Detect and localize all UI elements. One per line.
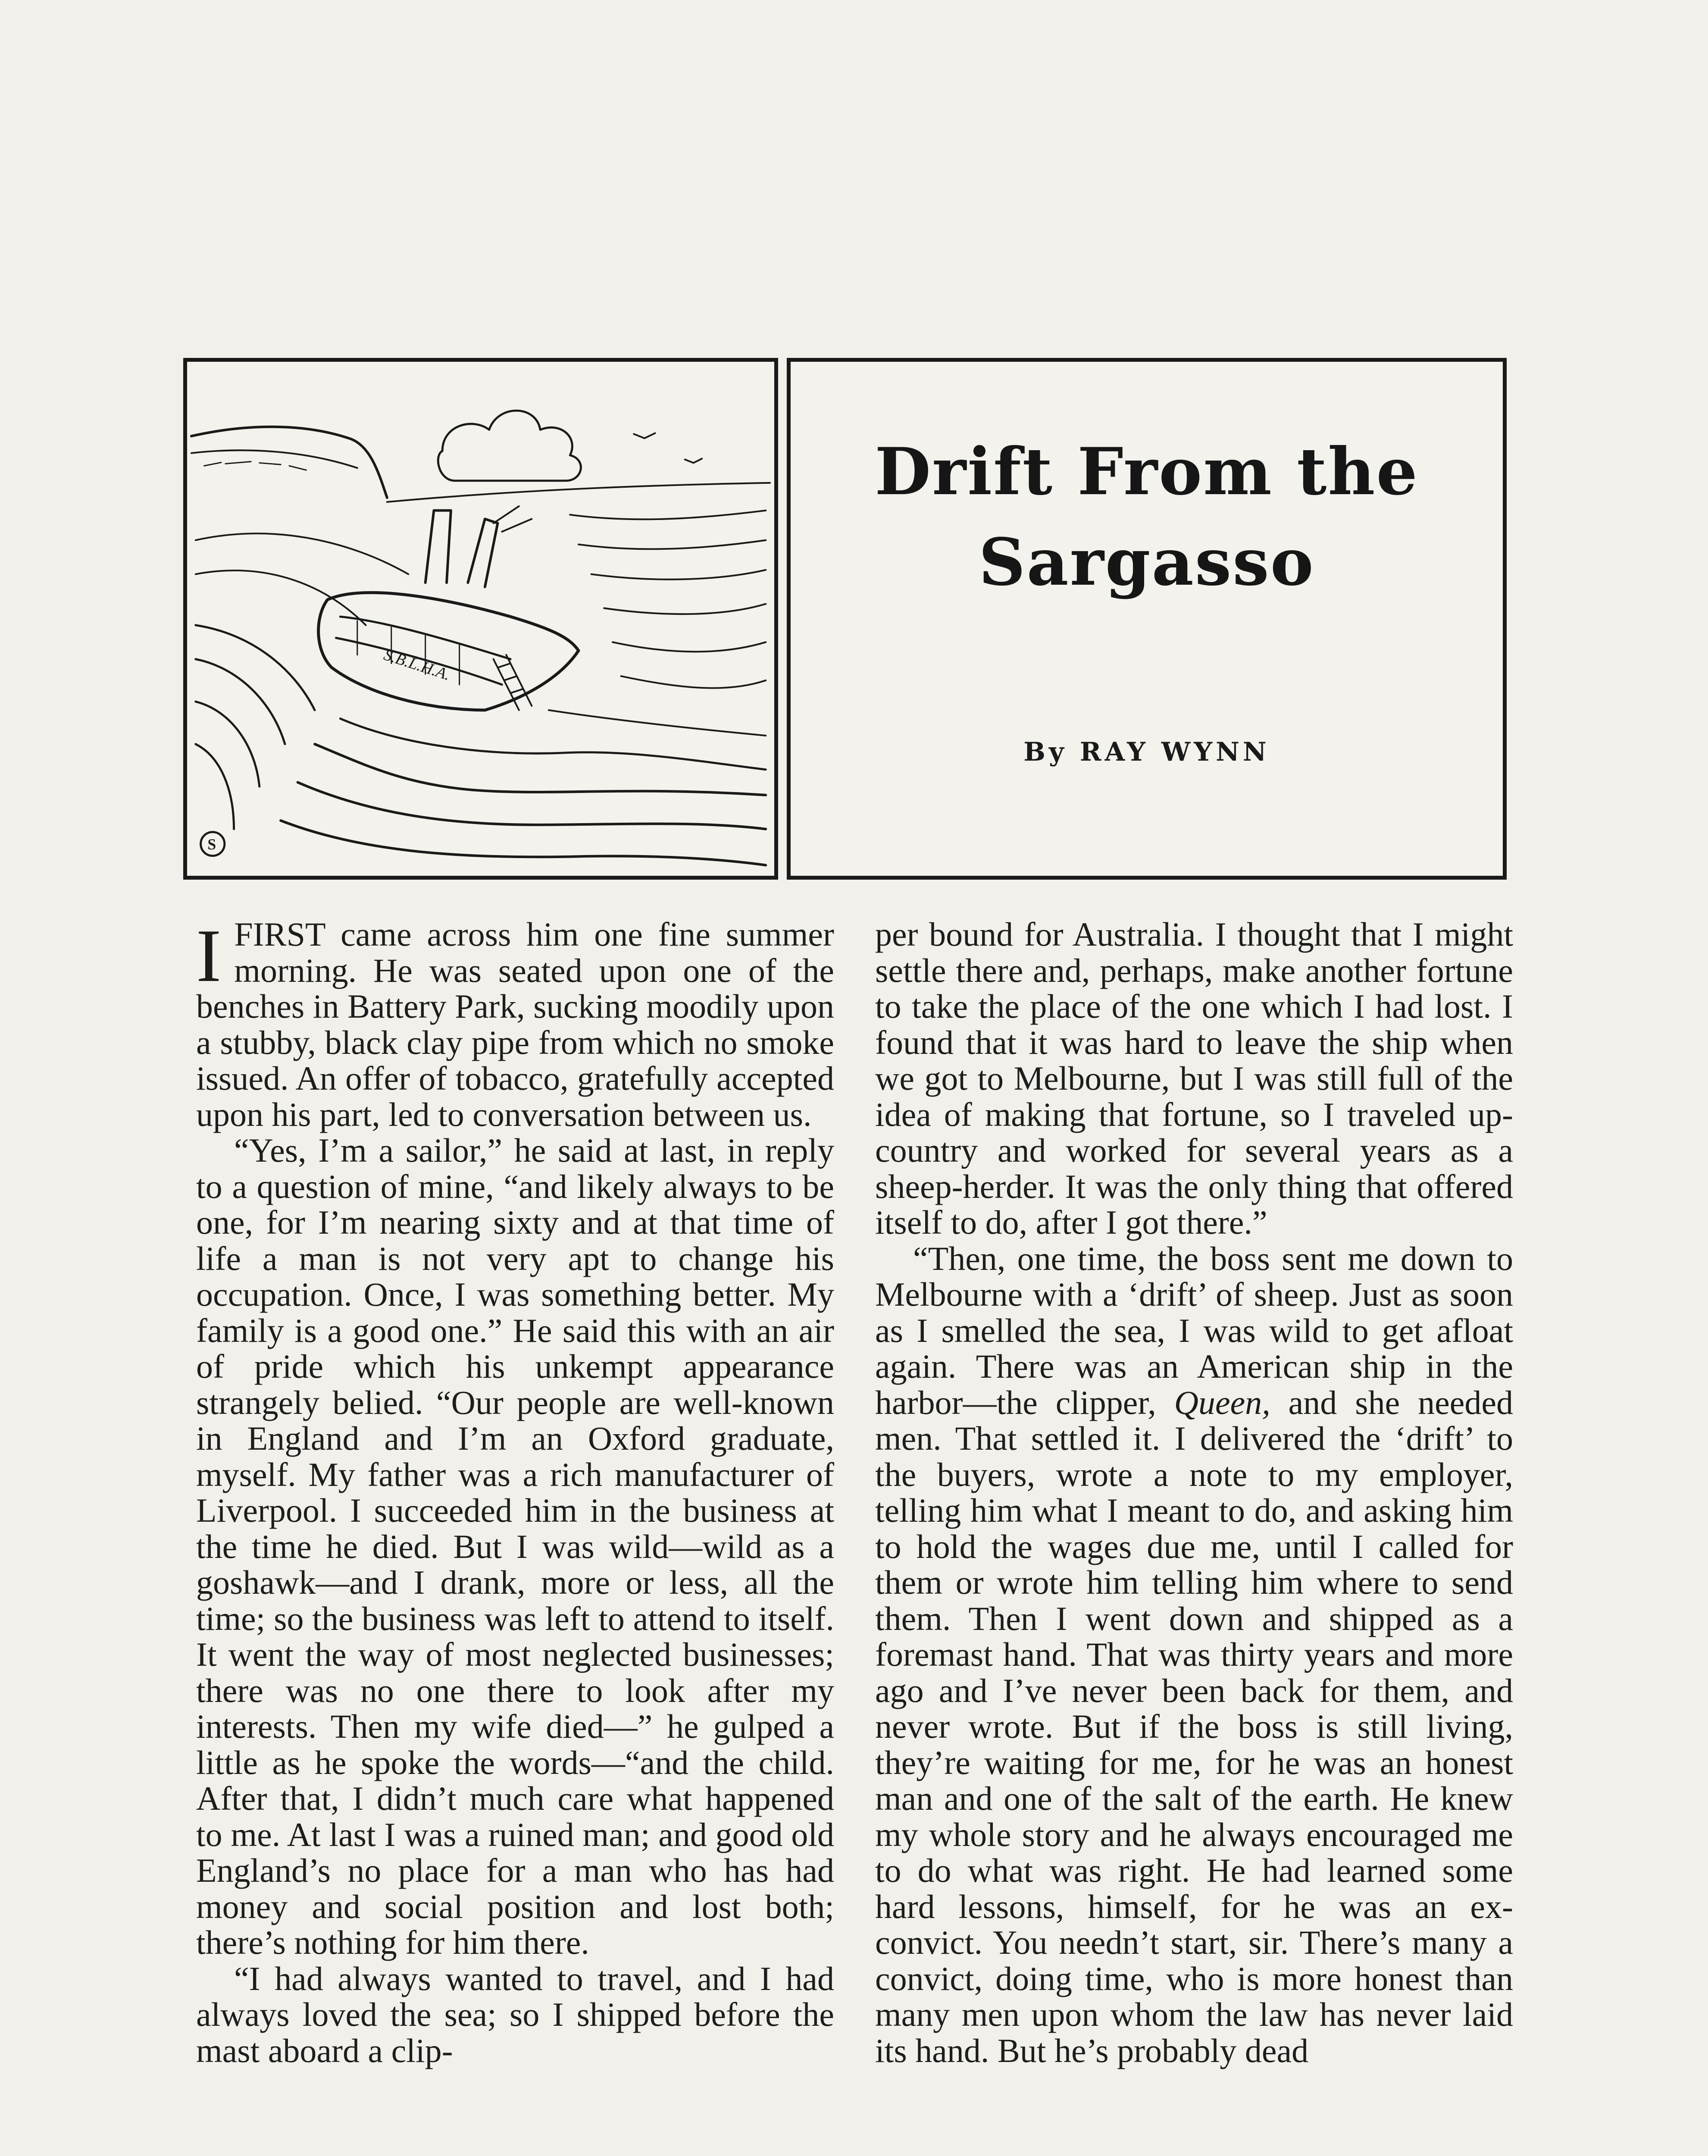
right-column	[875, 916, 1513, 2068]
ship-name-label: S.B.L.H.A.	[382, 646, 453, 684]
paragraph: I FIRST came across him one fine summer morning. He was seated upon one of the benches in Battery Park, sucking moodily upon a stubby, black clay pipe from which no smoke issued. An offer of tobacco, gratefully accepted upon his part, led to conversation between us.	[196, 914, 834, 1133]
paragraph: “Yes, I’m a sailor,” he said at last, in reply to a question of mine, “and likely always to be one, for I’m nearing sixty and at that time of life a man is not very apt to change his occupation. Once, I was something better. My family is a good one.” He said this with an air of pride which his unkempt appearance strangely belied. “Our people are well-known in England and I’m an Oxford graduate, myself. My father was a rich manufacturer of Liverpool. I succeeded him in the business at the time he died. But I was wild—wild as a goshawk—and I drank, more or less, all the time; so the business was left to attend to itself. It went the way of most neglected businesses; there was no one there to look after my interests. Then my wife died—” he gulped a little as he spoke the words—“and the child. After that, I didn’t much care what happened to me. At last I was a ruined man; and good old England’s no place for a man who has had money and social position and lost both; there’s nothing for him there.	[196, 1131, 834, 1961]
paragraph: “Then, one time, the boss sent me down to Melbourne with a ‘drift’ of sheep. Just as soon as I smelled the sea, I was wild to get afloat again. There was an American ship in the harbor—the clipper, Queen, and she needed men. That settled it. I delivered the ‘drift’ to the buyers, wrote a note to my employer, telling him what I meant to do, and asking him to hold the wages due me, until I called for them or wrote him telling him where to send them. Then I went down and shipped as a foremast hand. That was thirty years and more ago and I’ve never been back for them, and never wrote. But if the boss is still living, they’re waiting for me, for he was an honest man and one of the salt of the earth. He knew my whole story and he always encouraged me to do what was right. He had learned some hard lessons, himself, for he was an ex-convict. You needn’t start, sir. There’s many a convict, doing time, who is more honest than many men upon whom the law has never laid its hand. But he’s probably dead	[875, 1239, 1513, 2069]
artist-signature: S	[207, 835, 216, 853]
article-title-line-2: Sargasso	[979, 524, 1315, 600]
paragraph: “I had always wanted to travel, and I had always loved the sea; so I shipped before the mast aboard a clip-	[196, 1959, 834, 2069]
ship-name: Queen,	[1174, 1383, 1270, 1421]
shipwreck-illustration	[187, 362, 774, 876]
article-title-line-1: Drift From the	[875, 434, 1419, 510]
article-header	[183, 358, 1507, 880]
header-illustration	[183, 358, 778, 880]
left-column	[196, 916, 834, 2068]
drop-cap: I	[196, 914, 222, 997]
title-panel	[787, 358, 1507, 880]
article-byline: By RAY WYNN	[1023, 737, 1270, 767]
article-title	[791, 426, 1503, 608]
paragraph: per bound for Australia. I thought that I might settle there and, perhaps, make another fortune to take the place of the one which I had lost. I found that it was hard to leave the ship when we got to Melbourne, but I was still full of the idea of making that fortune, so I traveled up-country and worked for several years as a sheep-herder. It was the only thing that offered itself to do, after I got there.”	[875, 915, 1513, 1241]
